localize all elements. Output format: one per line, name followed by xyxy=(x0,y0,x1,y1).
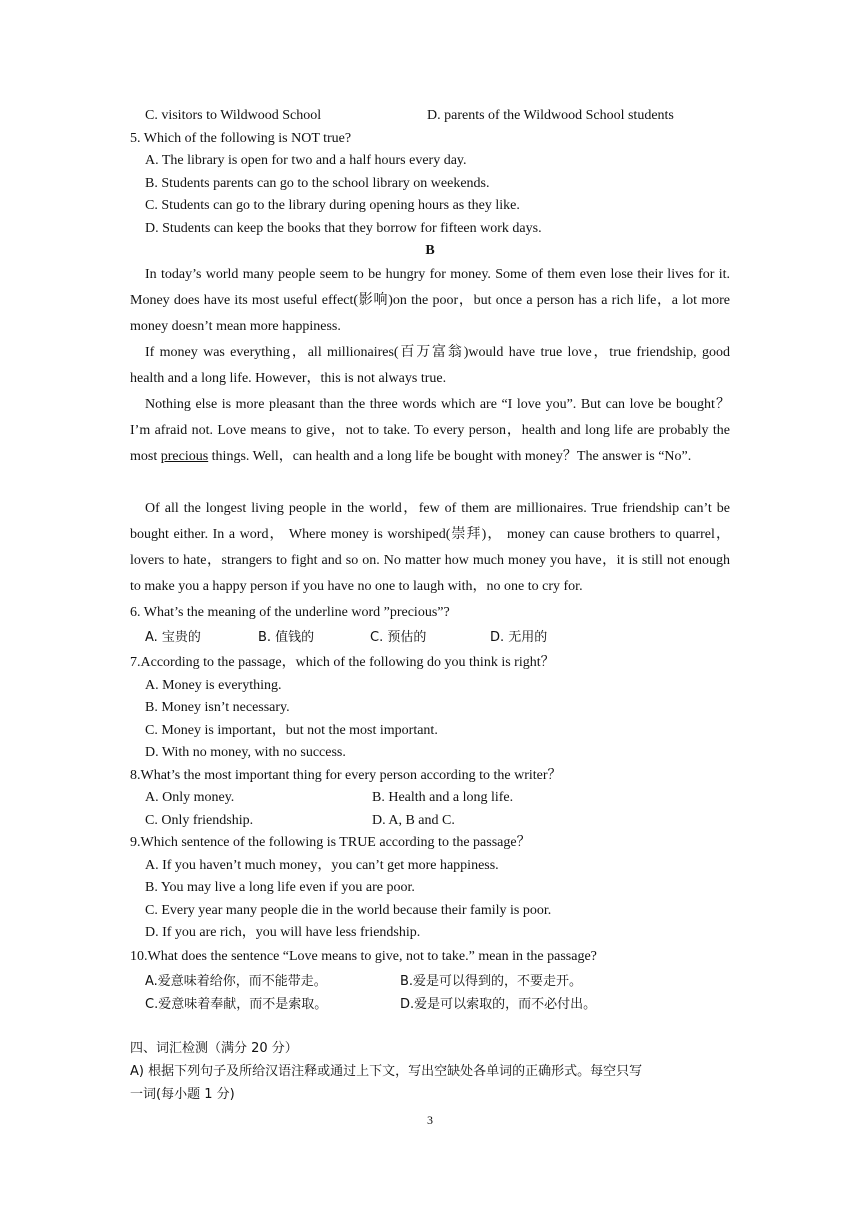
q6-question: 6. What’s the meaning of the underline word ”precious”? xyxy=(130,605,450,620)
q8-option-d: D. A, B and C. xyxy=(372,813,455,828)
q5-question: 5. Which of the following is NOT true? xyxy=(130,131,352,146)
q7-question: 7.According to the passage，which of the following do you think is right？ xyxy=(130,655,555,670)
q4-option-c: C. visitors to Wildwood School xyxy=(145,108,322,123)
q6-option-b: B. 值钱的 xyxy=(258,630,315,645)
q9-option-b: B. You may live a long life even if you are poor. xyxy=(145,880,415,895)
q10-option-a: A.爱意味着给你，而不能带走。 xyxy=(145,974,327,989)
q10-option-b: B.爱是可以得到的，不要走开。 xyxy=(400,974,583,989)
q9-question: 9.Which sentence of the following is TRUE according to the passage？ xyxy=(130,835,531,850)
q8-option-a: A. Only money. xyxy=(145,790,235,805)
q7-option-c: C. Money is important，but not the most important. xyxy=(145,723,438,738)
q6-option-c: C. 预估的 xyxy=(370,630,427,645)
q8-option-b: B. Health and a long life. xyxy=(372,790,514,805)
section-b-heading: B xyxy=(425,243,435,258)
q5-option-c: C. Students can go to the library during opening hours as they like. xyxy=(145,198,520,213)
q8-option-c: C. Only friendship. xyxy=(145,813,254,828)
underlined-word: precious xyxy=(160,449,209,464)
passage-paragraph-4: Of all the longest living people in the world，few of them are millionaires. True friendship can’t be bought either. In a word， Where money is worshiped(崇拜)， money can cause brothers to quarrel，lovers to hate，strangers to fight and so on. No matter how much money you have，it is still not enough to make you a happy person if you have no one to laugh with，no one to cry for. xyxy=(130,501,730,594)
section4-instruction-line1: A) 根据下列句子及所给汉语注释或通过上下文，写出空缺处各单词的正确形式。每空只写 xyxy=(130,1064,643,1079)
passage-paragraph-2: If money was everything，all millionaires(百万富翁)would have true love，true friendship, good health and a long life. However，this is not always true. xyxy=(130,345,730,386)
q7-option-d: D. With no money, with no success. xyxy=(145,745,346,760)
q9-option-c: C. Every year many people die in the world because their family is poor. xyxy=(145,903,552,918)
q10-question: 10.What does the sentence “Love means to give, not to take.” mean in the passage? xyxy=(130,949,597,964)
q10-option-c: C.爱意味着奉献，而不是索取。 xyxy=(145,997,328,1012)
q9-option-a: A. If you haven’t much money，you can’t get more happiness. xyxy=(145,858,499,873)
q10-option-d: D.爱是可以索取的，而不必付出。 xyxy=(400,997,597,1012)
passage-paragraph-3: Nothing else is more pleasant than the three words which are “I love you”. But can love be bought？I’m afraid not. Love means to give，not to take. To every person，health and long life are probably the most precious things. Well，can health and a long life be bought with money？The answer is “No”. xyxy=(130,397,730,464)
passage-paragraph-1: In today’s world many people seem to be hungry for money. Some of them even lose their lives for it. Money does have its most useful effect(影响)on the poor，but once a person has a rich life，a lot more money doesn’t mean more happiness. xyxy=(130,267,730,334)
q6-option-d: D. 无用的 xyxy=(490,630,548,645)
section4-title: 四、词汇检测（满分 20 分） xyxy=(130,1041,298,1056)
q5-option-a: A. The library is open for two and a half hours every day. xyxy=(145,153,467,168)
q8-question: 8.What’s the most important thing for every person according to the writer？ xyxy=(130,768,562,783)
q7-option-a: A. Money is everything. xyxy=(145,678,282,693)
q6-option-a: A. 宝贵的 xyxy=(145,630,201,645)
q7-option-b: B. Money isn’t necessary. xyxy=(145,700,290,715)
q4-option-d: D. parents of the Wildwood School students xyxy=(427,108,674,123)
page-number: 3 xyxy=(427,1113,433,1127)
q9-option-d: D. If you are rich，you will have less friendship. xyxy=(145,925,421,940)
q5-option-b: B. Students parents can go to the school library on weekends. xyxy=(145,176,490,191)
section4-instruction-line2: 一词(每小题 1 分) xyxy=(130,1087,235,1102)
q5-option-d: D. Students can keep the books that they borrow for fifteen work days. xyxy=(145,221,542,236)
